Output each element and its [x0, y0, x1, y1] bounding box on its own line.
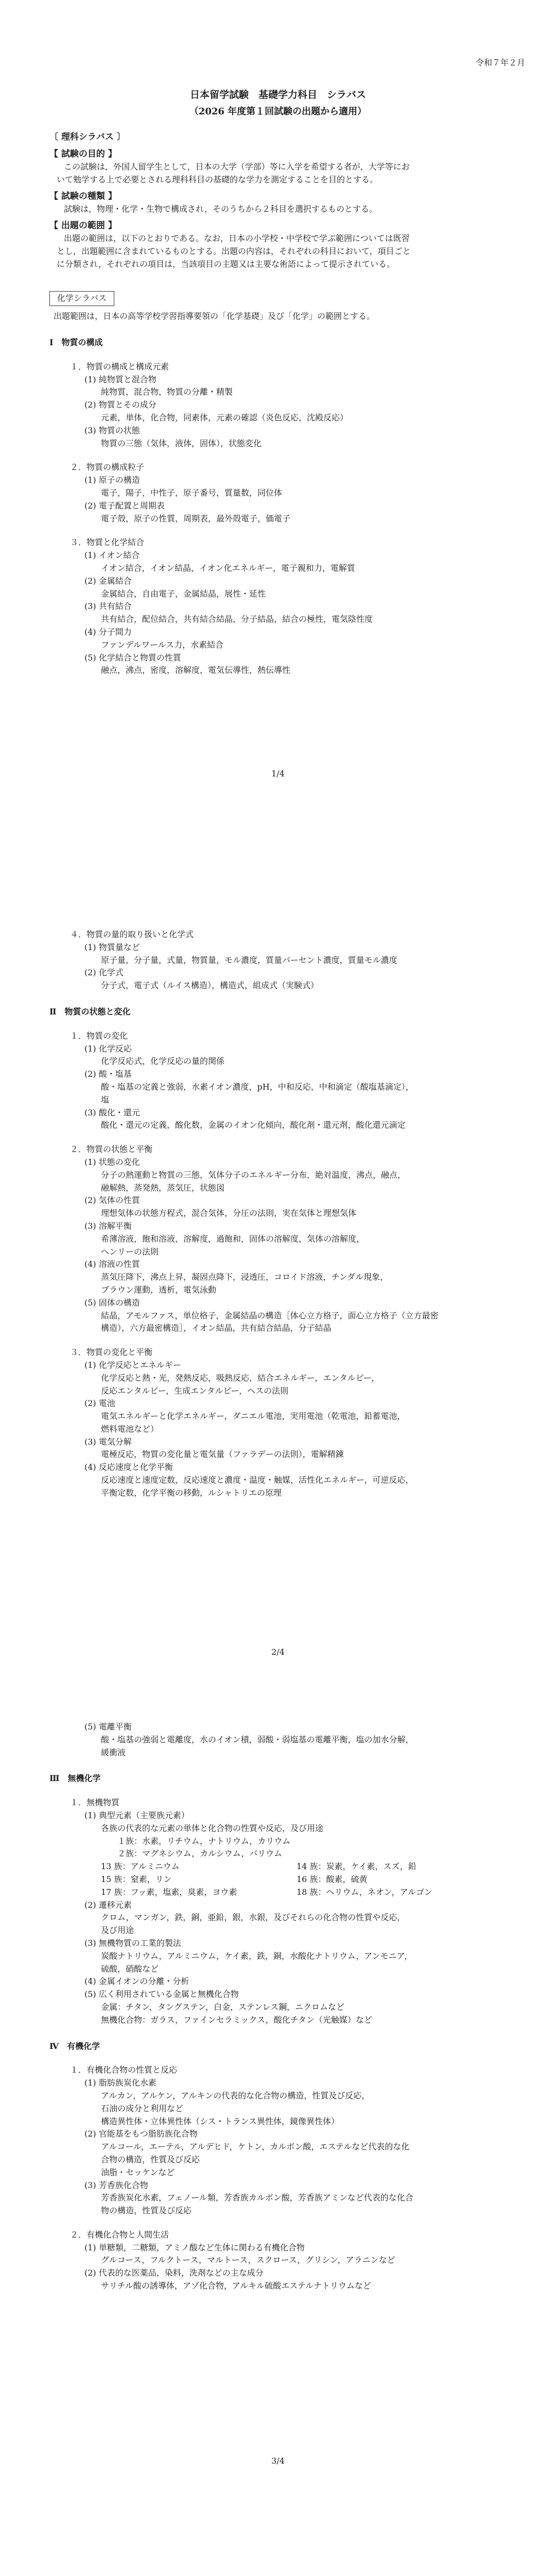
syllabus-line: (1) 典型元素（主要族元素）	[84, 1810, 189, 1820]
type-text-1: 試験は，物理・化学・生物で構成され，そのうちから２科目を選択するものとする。	[64, 204, 377, 214]
syllabus-line: クロム，マンガン，鉄，銅，亜鉛，銀，水銀，及びそれらの化合物の性質や反応，	[101, 1912, 406, 1923]
syllabus-line: 原子量，分子量，式量，物質量，モル濃度，質量パーセント濃度，質量モル濃度	[101, 955, 397, 965]
syllabus-line: (4) 金属イオンの分離・分析	[84, 1976, 189, 1987]
syllabus-line: 反応速度と速度定数，反応速度と濃度・温度・触媒，活性化エネルギー，可逆反応，	[101, 1475, 414, 1485]
purpose-text-1: この試験は，外国人留学生として，日本の大学（学部）等に入学を希望する者が，大学等にお	[64, 162, 410, 172]
syllabus-line: (1) 単糖類，二糖類，アミノ酸など生体に関わる有機化合物	[84, 2242, 305, 2252]
syllabus-line: 電極反応，物質の変化量と電気量（ファラデーの法則），電解精錬	[101, 1449, 344, 1460]
syllabus-line: 塩	[101, 1094, 110, 1105]
syllabus-line: 融解熱，蒸発熱，蒸気圧，状態図	[101, 1182, 225, 1193]
syllabus-line: 及び用途	[101, 1925, 134, 1936]
syllabus-line: 燃料電池など）	[101, 1423, 159, 1434]
syllabus-line: (1) 化学反応	[84, 1043, 132, 1054]
scope-heading: 【 出題の範囲 】	[49, 220, 117, 231]
syllabus-line: (4) 溶液の性質	[84, 1259, 140, 1269]
syllabus-line: (2) 官能基をもつ脂肪族化合物	[84, 2129, 198, 2139]
syllabus-line: (3) 共有結合	[84, 601, 132, 612]
syllabus-line: 炭酸ナトリウム，アルミニウム，ケイ素，鉄，銅，水酸化ナトリウム，アンモニア，	[101, 1951, 413, 1961]
chemistry-intro: 出題範囲は，日本の高等学校学習指導要領の「化学基礎」及び「化学」の範囲とする。	[54, 311, 375, 321]
element-group-left: 17 族：フッ素，塩素，臭素，ヨウ素	[101, 1887, 237, 1897]
syllabus-line: (3) 酸化・還元	[84, 1107, 140, 1117]
syllabus-line: １．無機物質	[70, 1798, 120, 1808]
syllabus-line: Ⅰ 物質の構成	[49, 337, 103, 348]
syllabus-line: (1) 状態の変化	[84, 1157, 140, 1167]
syllabus-line: 希薄溶液，飽和溶液，溶解度，過飽和，固体の溶解度，気体の溶解度，	[101, 1233, 365, 1244]
syllabus-line: (1) 原子の構造	[84, 475, 140, 485]
purpose-text-2: いて勉学する上で必要とされる理科科目の基礎的な学力を測定することを目的とする。	[57, 174, 378, 184]
element-group-right: 14 族：炭素，ケイ素，スズ，鉛	[297, 1861, 416, 1872]
scope-text-3: に分類され，それぞれの項目は，当該項目の主題又は主要な術語によって提示されている。	[57, 259, 395, 269]
document-subtitle: （2026 年度第１回試験の出題から適用）	[189, 106, 367, 117]
syllabus-line: １．物質の構成と構成元素	[70, 361, 169, 371]
syllabus-line: 物質の三態（気体，液体，固体），状態変化	[101, 438, 262, 448]
scope-text-1: 出題の範囲は，以下のとおりである。なお，日本の小学校・中学校で学ぶ範囲については既習	[64, 233, 410, 244]
syllabus-line: (3) 物質の状態	[84, 425, 140, 435]
syllabus-line: (5) 固体の構造	[84, 1297, 140, 1308]
syllabus-line: 酸・塩基の定義と強弱，水素イオン濃度，pH，中和反応，中和滴定（酸塩基滴定），	[101, 1081, 414, 1092]
document-date: 令和７年２月	[475, 58, 525, 67]
syllabus-line: アルカン，アルケン，アルキンの代表的な化合物の構造，性質及び反応，	[101, 2090, 370, 2100]
syllabus-line: Ⅳ 有機化学	[49, 2041, 100, 2051]
syllabus-line: 各族の代表的な元素の単体と化合物の性質や反応，及び用途	[101, 1823, 324, 1833]
syllabus-line: 元素，単体，化合物，同素体，元素の確認（炎色反応，沈殿反応）	[101, 413, 349, 423]
syllabus-line: (2) 気体の性質	[84, 1195, 140, 1206]
page-number: 1/4	[271, 769, 285, 778]
syllabus-line: 化学反応式，化学反応の量的関係	[101, 1056, 225, 1066]
syllabus-line: 蒸気圧降下，沸点上昇，凝固点降下，浸透圧，コロイド溶液，チンダル現象，	[101, 1272, 389, 1282]
syllabus-line: 分子式，電子式（ルイス構造），構造式，組成式（実験式）	[101, 980, 319, 991]
syllabus-line: (5) 電離平衡	[84, 1722, 132, 1732]
scope-text-2: とし，出題範囲に含まれているものとする。出題の内容は，それぞれの科目において，項目ごと	[57, 246, 411, 256]
syllabus-line: 酸・塩基の強弱と電離度，水のイオン積，弱酸・弱塩基の電離平衡，塩の加水分解，	[101, 1734, 414, 1744]
syllabus-line: (1) 化学反応とエネルギー	[84, 1360, 181, 1370]
syllabus-line: Ⅲ 無機化学	[49, 1773, 101, 1784]
element-group-right: 18 族：ヘリウム，ネオン，アルゴン	[297, 1887, 432, 1897]
syllabus-line: (3) 電気分解	[84, 1436, 132, 1447]
element-group-table	[49, 1860, 507, 1899]
syllabus-line: 構造異性体・立体異性体（シス・トランス異性体，鏡像異性体）	[101, 2116, 340, 2126]
syllabus-line: 純物質，混合物，物質の分離・精製	[101, 387, 233, 397]
element-group-left: 13 族：アルミニウム	[101, 1861, 180, 1872]
syllabus-line: ２族：マグネシウム，カルシウム，バリウム	[117, 1849, 282, 1859]
syllabus-line: (3) 無機物質の工業的製法	[84, 1938, 181, 1948]
syllabus-line: 化学反応と熱・光，発熱反応，吸熱反応，結合エネルギー，エンタルピー，	[101, 1372, 380, 1383]
syllabus-line: 共有結合，配位結合，共有結合結晶，分子結晶，結合の極性，電気陰性度	[101, 614, 373, 624]
syllabus-line: １族：水素，リチウム，ナトリウム，カリウム	[117, 1836, 291, 1846]
syllabus-line: 分子の熱運動と物質の三態，気体分子のエネルギー分布，絶対温度，沸点，融点，	[101, 1170, 406, 1180]
syllabus-line: 電子殻，原子の性質，周期表，最外殻電子，価電子	[101, 513, 291, 523]
syllabus-line: (1) 物質量など	[84, 942, 140, 952]
page-number: 3/4	[271, 2456, 285, 2466]
syllabus-line: アルコール，エーテル，アルデヒド，ケトン，カルボン酸，エステルなど代表的な化	[101, 2142, 410, 2152]
syllabus-line: (2) 遷移元素	[84, 1900, 132, 1910]
element-group-right: 16 族：酸素，硫黄	[297, 1874, 368, 1884]
syllabus-line: 無機化合物：ガラス，ファインセラミックス，酸化チタン（光触媒）など	[101, 2014, 372, 2025]
syllabus-line: 電子，陽子，中性子，原子番号，質量数，同位体	[101, 488, 283, 498]
syllabus-line: (1) 純物質と混合物	[84, 374, 157, 384]
type-heading: 【 試験の種類 】	[49, 191, 117, 201]
syllabus-line: 緩衝液	[101, 1747, 126, 1757]
syllabus-line: サリチル酸の誘導体，アゾ化合物，アルキル硫酸エステルナトリウムなど	[101, 2281, 371, 2291]
syllabus-line: 構造），六方最密構造］，イオン結晶，共有結合結晶，分子結晶	[101, 1323, 332, 1333]
document-title: 日本留学試験 基礎学力科目 シラバス	[189, 89, 366, 100]
syllabus-line: 電気エネルギーと化学エネルギー，ダニエル電池，実用電池（乾電池，鉛蓄電池，	[101, 1411, 406, 1421]
syllabus-line: (2) 化学式	[84, 968, 124, 978]
syllabus-line: ４．物質の量的取り扱いと化学式	[70, 929, 194, 939]
syllabus-line: 結晶，アモルファス，単位格子，金属結晶の構造［体心立方格子，面心立方格子（立方最密	[101, 1310, 439, 1320]
syllabus-line: 平衡定数，化学平衡の移動，ルシャトリエの原理	[101, 1487, 282, 1498]
syllabus-line: 酸化・還元の定義，酸化数，金属のイオン化傾向，酸化剤・還元剤，酸化還元滴定	[101, 1120, 406, 1130]
syllabus-line: １．有機化合物の性質と反応	[70, 2065, 178, 2075]
chemistry-syllabus-label: 化学シラバス	[49, 291, 114, 306]
syllabus-line: (5) 化学結合と物質の性質	[84, 652, 181, 663]
syllabus-line: 硫酸，硝酸など	[101, 1963, 159, 1974]
page-3-content-a	[49, 1721, 507, 1860]
syllabus-line: ２．物質の構成粒子	[70, 462, 145, 472]
syllabus-line: 芳香族炭化水素，フェノール類，芳香族カルボン酸，芳香族アミンなど代表的な化合	[101, 2193, 413, 2203]
syllabus-line: (2) 酸・塩基	[84, 1069, 132, 1079]
syllabus-line: イオン結合，イオン結晶，イオン化エネルギー，電子親和力，電解質	[101, 563, 355, 573]
element-group-row	[49, 1873, 507, 1886]
page-number: 2/4	[271, 1647, 285, 1657]
syllabus-line: 反応エンタルピー，生成エンタルピー，ヘスの法則	[101, 1385, 289, 1396]
syllabus-line: 融点，沸点，密度，溶解度，電気伝導性，熱伝導性	[101, 665, 291, 675]
syllabus-line: ３．物質と化学結合	[70, 537, 145, 548]
syllabus-line: ３．物質の変化と平衡	[70, 1347, 153, 1358]
syllabus-line: (2) 金属結合	[84, 575, 132, 586]
syllabus-line: 油脂・セッケンなど	[101, 2167, 175, 2177]
syllabus-line: (5) 広く利用されている金属と無機化合物	[84, 1989, 239, 1999]
syllabus-line: 物の構造，性質及び反応	[101, 2206, 192, 2216]
syllabus-line: (2) 物質とその成分	[84, 400, 157, 410]
element-group-left: 15 族：窒素，リン	[101, 1874, 172, 1884]
syllabus-line: (3) 溶解平衡	[84, 1221, 132, 1231]
element-group-row	[49, 1860, 507, 1873]
syllabus-line: (3) 芳香族化合物	[84, 2180, 148, 2190]
syllabus-line: ブラウン運動，透析，電気泳動	[101, 1284, 217, 1295]
syllabus-line: (4) 分子間力	[84, 627, 132, 637]
syllabus-line: (2) 電子配置と周期表	[84, 500, 165, 511]
page-1-content	[49, 336, 507, 677]
syllabus-line: ヘンリーの法則	[101, 1246, 159, 1257]
page-1	[0, 0, 556, 793]
page-2-content	[49, 928, 507, 1500]
syllabus-line: (1) 脂肪族炭化水素	[84, 2078, 157, 2088]
element-group-row	[49, 1886, 507, 1899]
syllabus-line: 理想気体の状態方程式，混合気体，分圧の法則，実在気体と理想気体	[101, 1208, 357, 1218]
syllabus-line: 金属：チタン，タングステン，白金，ステンレス鋼，ニクロムなど	[101, 2002, 345, 2012]
syllabus-line: １．物質の変化	[70, 1030, 128, 1041]
page-3-content-b	[49, 1899, 507, 2293]
syllabus-line: ２．物質の状態と平衡	[70, 1144, 153, 1155]
syllabus-line: ファンデルワールス力，水素結合	[101, 639, 224, 650]
syllabus-line: (2) 代表的な医薬品，染料，洗剤などの主な成分	[84, 2268, 264, 2278]
syllabus-line: (4) 反応速度と化学平衡	[84, 1462, 173, 1472]
syllabus-line: 合物の構造，性質及び反応	[101, 2154, 200, 2164]
page-2	[0, 917, 556, 1680]
syllabus-line: Ⅱ 物質の状態と変化	[49, 1006, 131, 1016]
syllabus-line: ２．有機化合物と人間生活	[70, 2229, 169, 2240]
syllabus-line: 石油の成分と利用など	[101, 2103, 184, 2113]
purpose-heading: 【 試験の目的 】	[49, 148, 117, 159]
syllabus-line: (1) イオン結合	[84, 550, 140, 561]
science-syllabus-label: 〔 理科シラバス 〕	[49, 132, 126, 143]
page-3	[0, 1721, 556, 2494]
syllabus-line: (2) 電池	[84, 1398, 115, 1409]
syllabus-line: グルコース，フルクトース，マルトース，スクロース，グリシン，アラニンなど	[101, 2255, 395, 2265]
syllabus-line: 金属結合，自由電子，金属結晶，展性・延性	[101, 588, 266, 599]
